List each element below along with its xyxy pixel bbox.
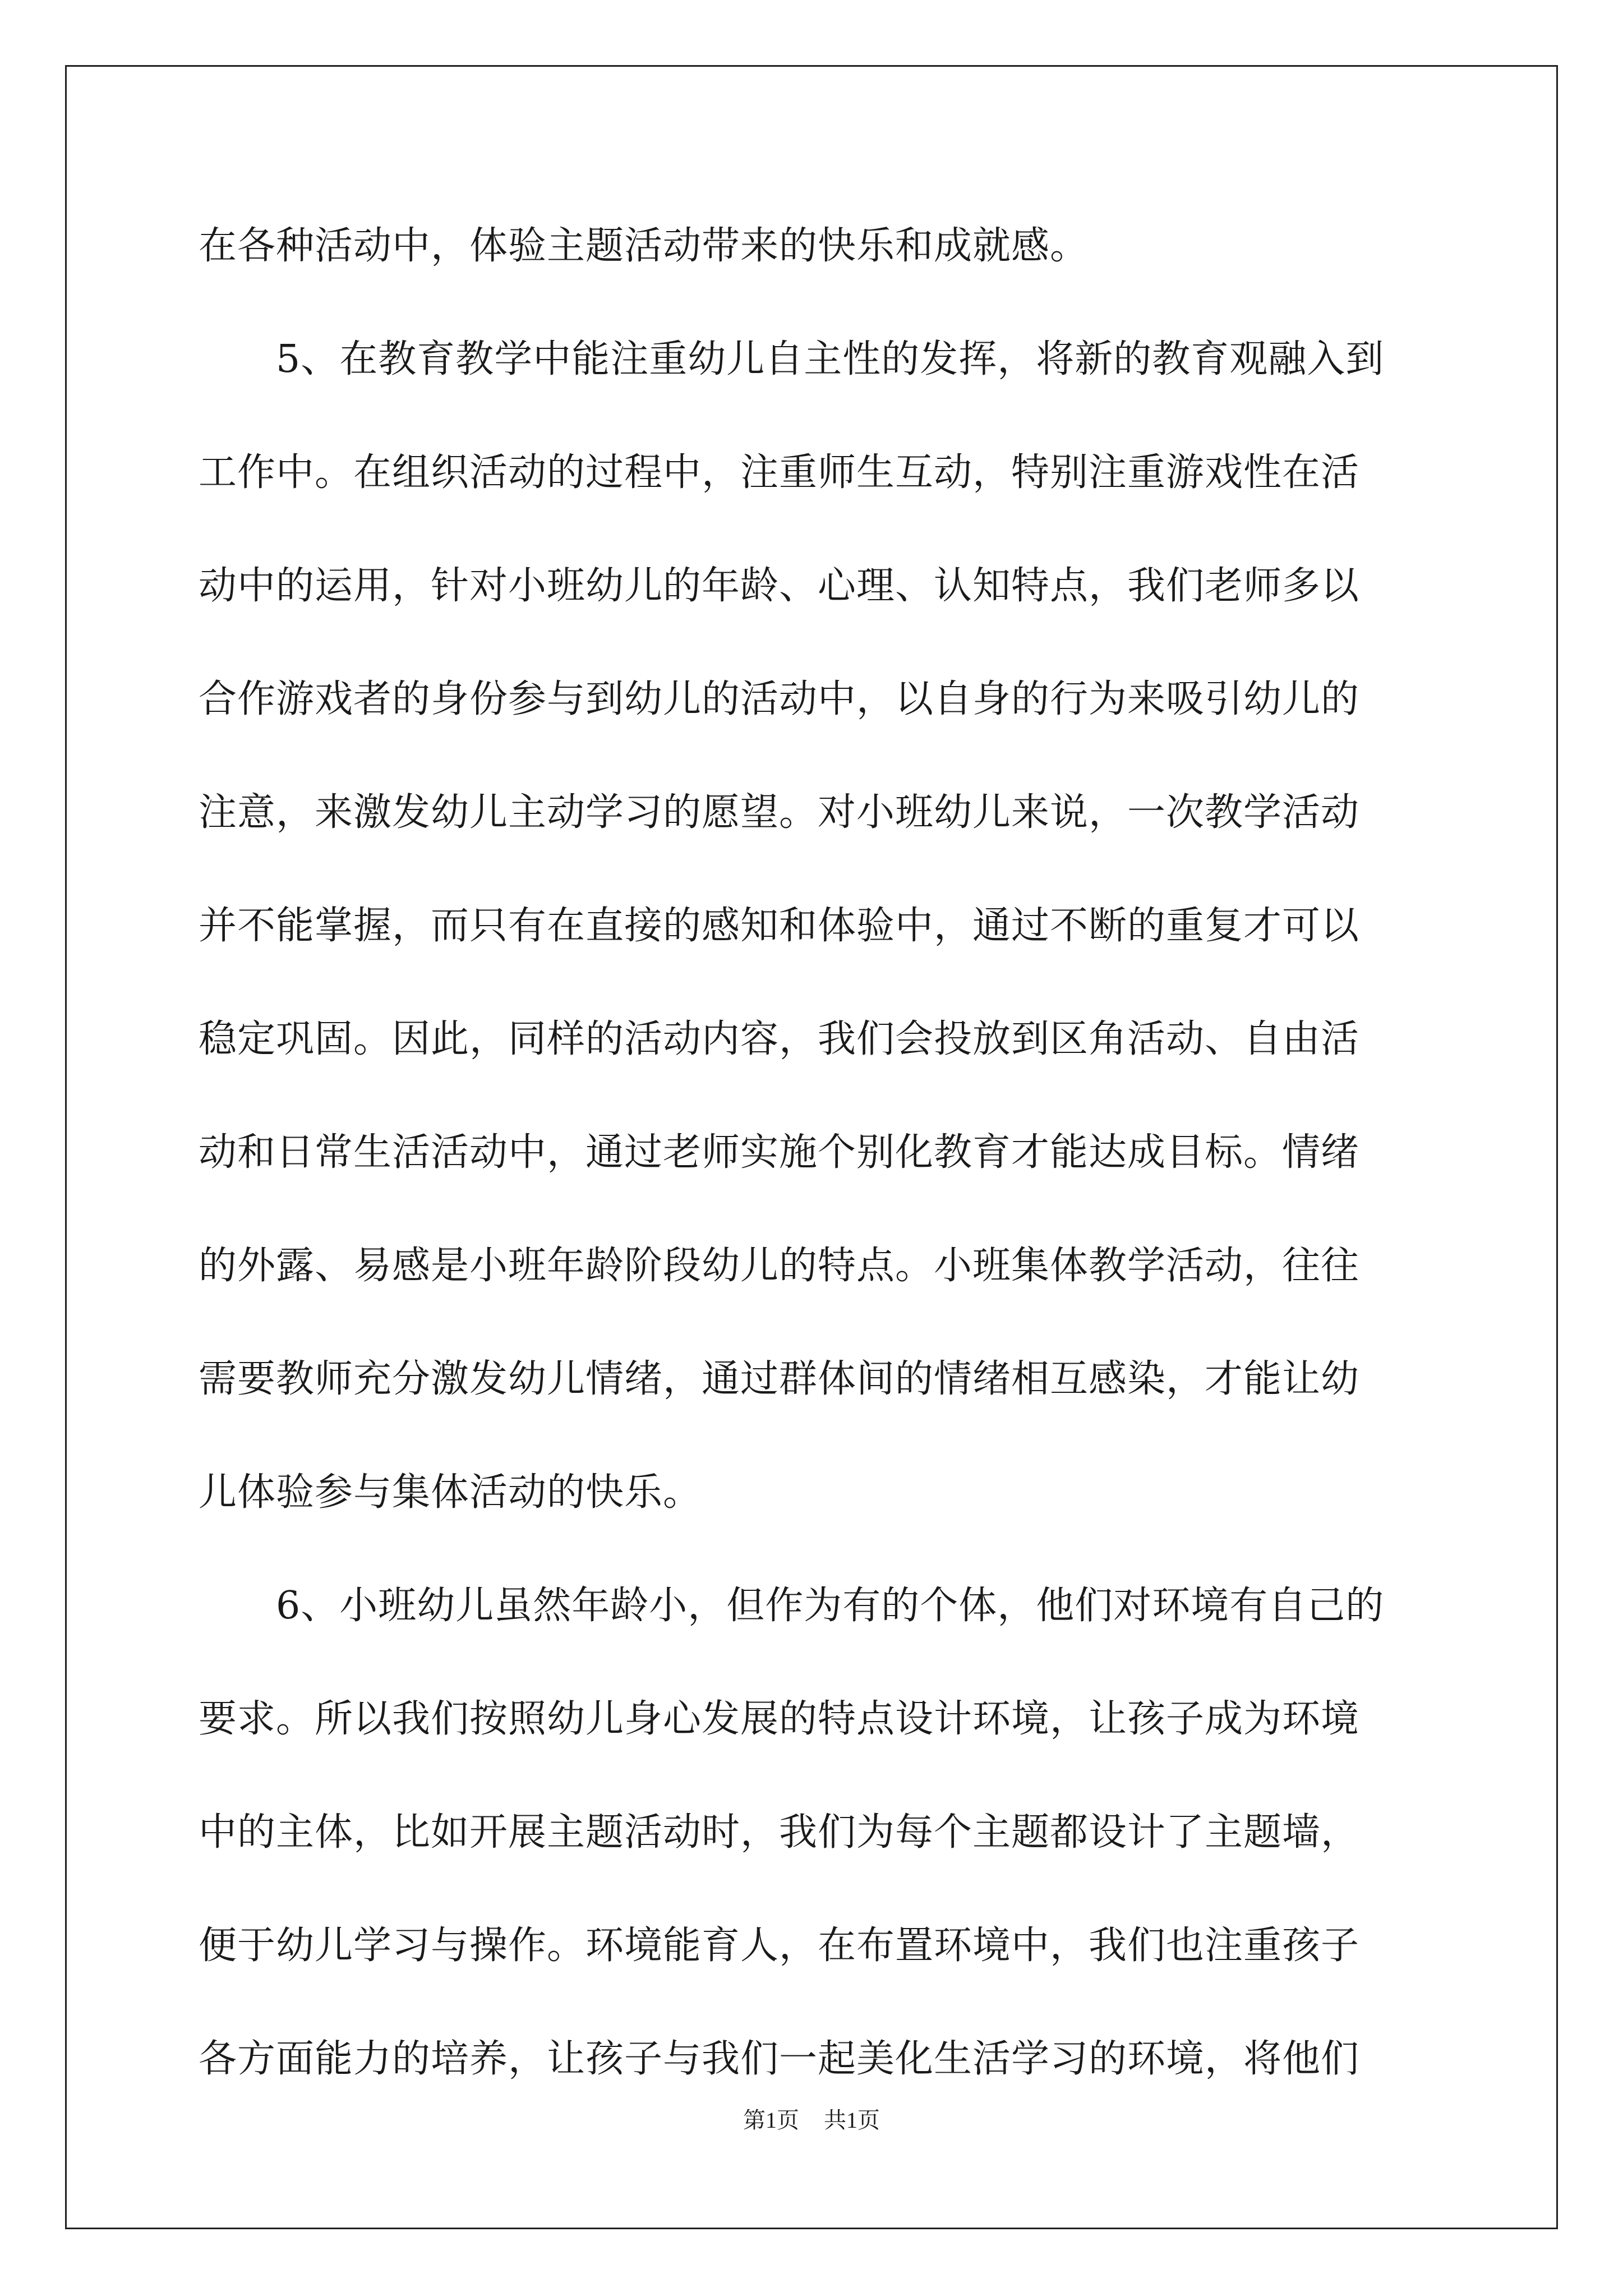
text-line: 需要教师充分激发幼儿情绪，通过群体间的情绪相互感染，才能让幼 (199, 1357, 1360, 1401)
text-line: 各方面能力的培养，让孩子与我们一起美化生活学习的环境，将他们 (199, 2037, 1360, 2081)
text-line: 便于幼儿学习与操作。环境能育人，在布置环境中，我们也注重孩子 (199, 1924, 1360, 1968)
document-body (199, 190, 1424, 2116)
text-line: 注意，来激发幼儿主动学习的愿望。对小班幼儿来说，一次教学活动 (199, 790, 1360, 835)
text-line: 工作中。在组织活动的过程中，注重师生互动，特别注重游戏性在活 (199, 450, 1360, 495)
text-line: 6、小班幼儿虽然年龄小，但作为有的个体，他们对环境有自己的 (199, 1584, 1385, 1628)
text-line: 稳定巩固。因此，同样的活动内容，我们会投放到区角活动、自由活 (199, 1017, 1360, 1061)
text-line: 5、在教育教学中能注重幼儿自主性的发挥，将新的教育观融入到 (199, 337, 1385, 381)
text-line: 在各种活动中，体验主题活动带来的快乐和成就感。 (199, 224, 1089, 268)
text-line: 的外露、易感是小班年龄阶段幼儿的特点。小班集体教学活动，往往 (199, 1244, 1360, 1288)
text-line: 中的主体，比如开展主题活动时，我们为每个主题都设计了主题墙， (199, 1810, 1360, 1855)
text-line: 并不能掌握，而只有在直接的感知和体验中，通过不断的重复才可以 (199, 904, 1360, 948)
page-number: 第1页 (743, 2108, 799, 2133)
page-total: 共1页 (824, 2108, 880, 2133)
text-line: 动中的运用，针对小班幼儿的年龄、心理、认知特点，我们老师多以 (199, 564, 1360, 608)
text-line: 合作游戏者的身份参与到幼儿的活动中，以自身的行为来吸引幼儿的 (199, 677, 1360, 721)
text-line: 要求。所以我们按照幼儿身心发展的特点设计环境，让孩子成为环境 (199, 1697, 1360, 1741)
text-line: 动和日常生活活动中，通过老师实施个别化教育才能达成目标。情绪 (199, 1130, 1360, 1175)
text-line: 儿体验参与集体活动的快乐。 (199, 1470, 702, 1515)
page-footer (0, 2104, 1623, 2137)
